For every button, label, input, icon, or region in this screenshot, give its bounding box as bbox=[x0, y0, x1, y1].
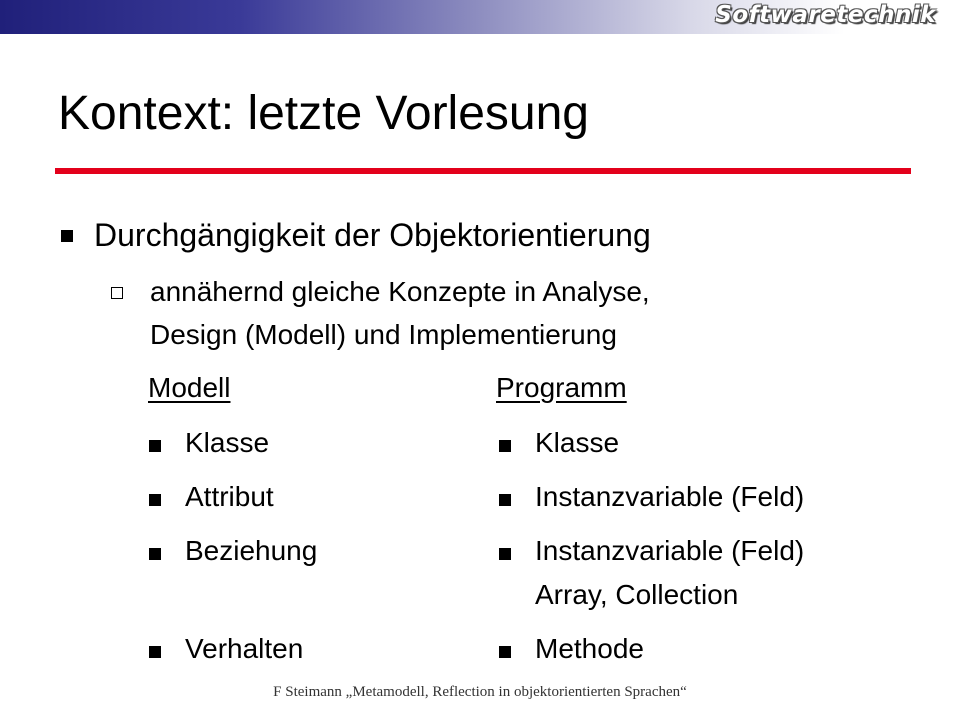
bullet-square-icon bbox=[149, 440, 161, 452]
bullet-square-icon bbox=[499, 494, 511, 506]
bullet-square-icon bbox=[499, 548, 511, 560]
bullet-square-icon bbox=[149, 646, 161, 658]
modell-item: Verhalten bbox=[185, 633, 304, 664]
modell-item: Beziehung bbox=[185, 535, 318, 566]
bullet-text: Durchgängigkeit der Objektorientierung bbox=[94, 217, 651, 253]
brand-logo: Softwaretechnik bbox=[715, 2, 936, 28]
bullet-square-icon bbox=[499, 440, 511, 452]
modell-column-header: Modell bbox=[148, 372, 231, 403]
programm-item: Instanzvariable (Feld) bbox=[535, 535, 805, 566]
bullet-square-icon bbox=[499, 646, 511, 658]
bullet-square-icon bbox=[149, 548, 161, 560]
title-divider bbox=[55, 168, 911, 174]
slide-title: Kontext: letzte Vorlesung bbox=[58, 87, 589, 140]
programm-item: Klasse bbox=[535, 427, 620, 458]
bullet-square-icon bbox=[149, 494, 161, 506]
hollow-square-bullet-icon bbox=[111, 287, 123, 299]
programm-item-continuation: Array, Collection bbox=[535, 579, 739, 610]
bullet-square-icon bbox=[61, 230, 73, 242]
sub-bullet-text-line2: Design (Modell) und Implementierung bbox=[150, 319, 617, 350]
programm-item: Instanzvariable (Feld) bbox=[535, 481, 805, 512]
modell-item: Attribut bbox=[185, 481, 274, 512]
programm-column-header: Programm bbox=[496, 372, 627, 403]
programm-item: Methode bbox=[535, 633, 644, 664]
slide-footer: F Steimann „Metamodell, Reflection in objektorientierten Sprachen“ bbox=[273, 684, 687, 700]
sub-bullet-text-line1: annähernd gleiche Konzepte in Analyse, bbox=[150, 276, 650, 307]
modell-item: Klasse bbox=[185, 427, 270, 458]
